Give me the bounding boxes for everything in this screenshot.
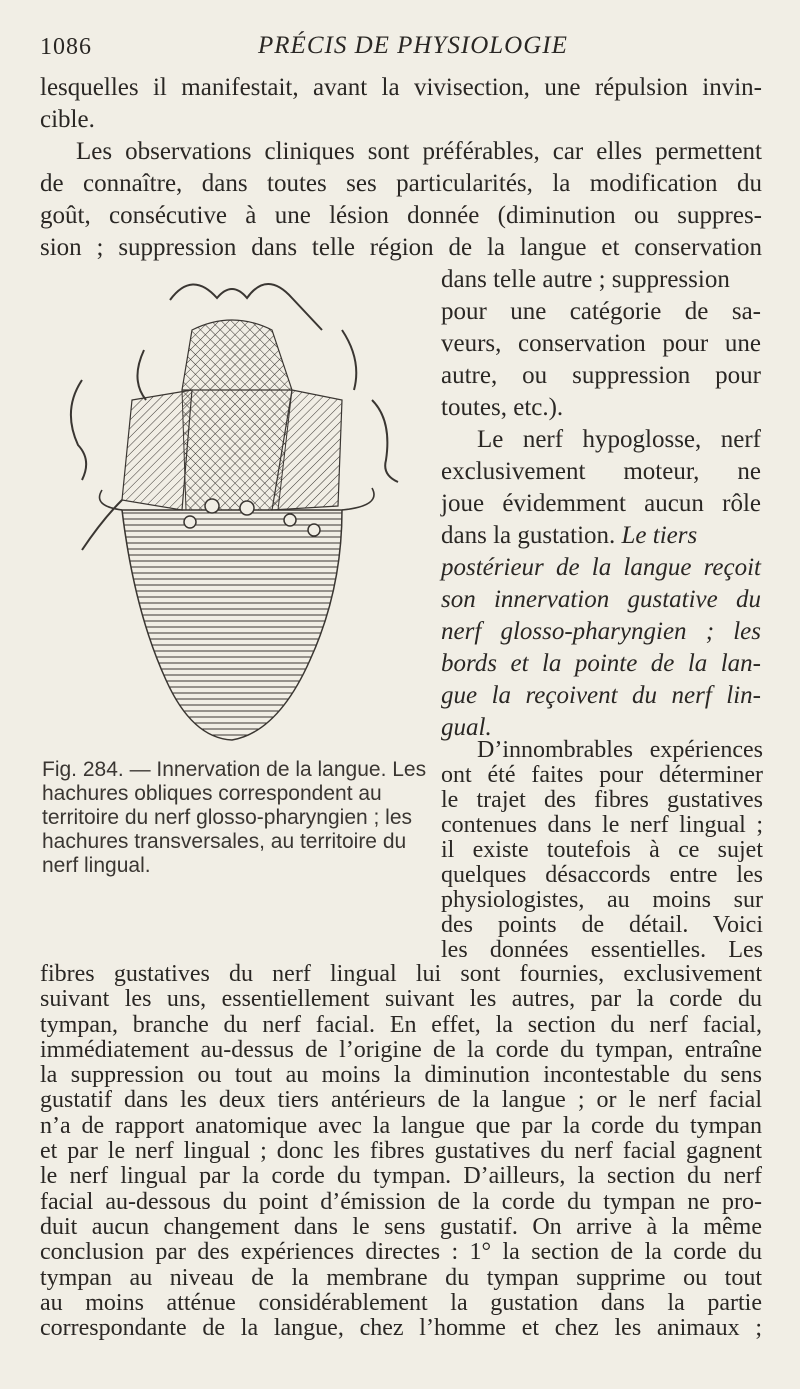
text-line: la suppression ou tout au moins la diminution incontestable du sens	[40, 1062, 762, 1089]
text-line: les données essentielles. Les	[441, 937, 763, 963]
text-line: postérieur de la langue reçoit	[441, 554, 761, 581]
bottom-paragraph	[40, 962, 762, 1341]
right-column-2	[441, 738, 763, 963]
figure-caption	[42, 758, 430, 878]
text-line: tympan au niveau de la membrane du tympan supprime ou tout	[40, 1264, 762, 1291]
text-line: physiologistes, au moins sur	[441, 887, 763, 913]
text-line: le nerf lingual par la corde du tympan. D’ailleurs, la section du nerf	[40, 1163, 762, 1190]
text-line: lesquelles il manifestait, avant la vivisection, une répulsion invin-	[40, 74, 762, 101]
running-title: PRÉCIS DE PHYSIOLOGIE	[258, 32, 568, 59]
text-line: exclusivement moteur, ne	[441, 458, 761, 485]
emphasis: Le tiers	[621, 522, 698, 549]
text-line: correspondante de la langue, chez l’homme et chez les animaux ;	[40, 1315, 762, 1342]
text-line: gue la reçoivent du nerf lin-	[441, 682, 761, 709]
text-line: veurs, conservation pour une	[441, 330, 761, 357]
text-line: n’a de rapport anatomique avec la langue que par la corde du tympan	[40, 1112, 762, 1139]
text-line: des points de détail. Voici	[441, 912, 763, 938]
text-line: Le nerf hypoglosse, nerf	[477, 426, 761, 453]
text-line: joue évidemment aucun rôle	[441, 490, 761, 517]
text-line: conclusion par des expériences directes : 1° la section de la corde du	[40, 1239, 762, 1266]
text-fragment: dans la gustation.	[441, 522, 616, 549]
caption-label: Fig. 284.	[42, 758, 124, 781]
text-line: au moins atténue considérablement la gustation dans la partie	[40, 1289, 762, 1316]
text-line: contenues dans le nerf lingual ;	[441, 812, 763, 838]
text-line: quelques désaccords entre les	[441, 862, 763, 888]
text-line: duit aucun changement dans le sens gustatif. On arrive à la même	[40, 1213, 762, 1240]
text-line: fibres gustatives du nerf lingual lui sont fournies, exclusivement	[40, 961, 762, 987]
text-line: facial au-dessous du point d’émission de la corde du tympan ne pro-	[40, 1188, 762, 1215]
tongue-innervation-diagram	[42, 270, 432, 750]
right-column-1	[441, 264, 761, 744]
top-paragraph	[40, 72, 762, 264]
text-line: Les observations cliniques sont préférables, car elles permettent	[76, 138, 762, 165]
text-line: cible.	[40, 106, 95, 133]
text-line: goût, consécutive à une lésion donnée (diminution ou suppres-	[40, 202, 762, 229]
text-line: dans telle autre ; suppression	[441, 266, 730, 293]
text-line: gustatif dans les deux tiers antérieurs de la langue ; or le nerf facial	[40, 1087, 762, 1114]
text-line: gual.	[441, 714, 492, 741]
text-line: son innervation gustative du	[441, 586, 761, 613]
text-line: bords et la pointe de la lan-	[441, 650, 761, 677]
text-line: il existe toutefois à ce sujet	[441, 837, 763, 863]
text-line: pour une catégorie de sa-	[441, 298, 761, 325]
tongue-figure	[42, 270, 432, 750]
page-header	[0, 30, 800, 70]
page-number: 1086	[40, 34, 92, 60]
text-line: nerf glosso-pharyngien ; les	[441, 618, 761, 645]
text-line: ont été faites pour déterminer	[441, 762, 763, 788]
text-line: le trajet des fibres gustatives	[441, 787, 763, 813]
text-line	[441, 520, 761, 552]
text-line: D’innombrables expériences	[477, 737, 763, 763]
text-line: et par le nerf lingual ; donc les fibres gustatives du nerf facial gagnent	[40, 1138, 762, 1165]
text-line: toutes, etc.).	[441, 394, 564, 421]
text-line: de connaître, dans toutes ses particularités, la modification du	[40, 170, 762, 197]
text-line: autre, ou suppression pour	[441, 362, 761, 389]
text-line: tympan, branche du nerf facial. En effet, la section du nerf facial,	[40, 1011, 762, 1038]
text-line: sion ; suppression dans telle région de la langue et conservation	[40, 234, 762, 261]
text-line: immédiatement au-dessus de l’origine de la corde du tympan, entraîne	[40, 1036, 762, 1063]
text-line: suivant les uns, essentiellement suivant les autres, par la corde du	[40, 986, 762, 1013]
caption-text: — Innervation de la langue. Les hachures obliques correspondent au territoire du nerf glosso-pharyngien ; les hachures transversales, au territoire du nerf lingual.	[42, 758, 427, 877]
